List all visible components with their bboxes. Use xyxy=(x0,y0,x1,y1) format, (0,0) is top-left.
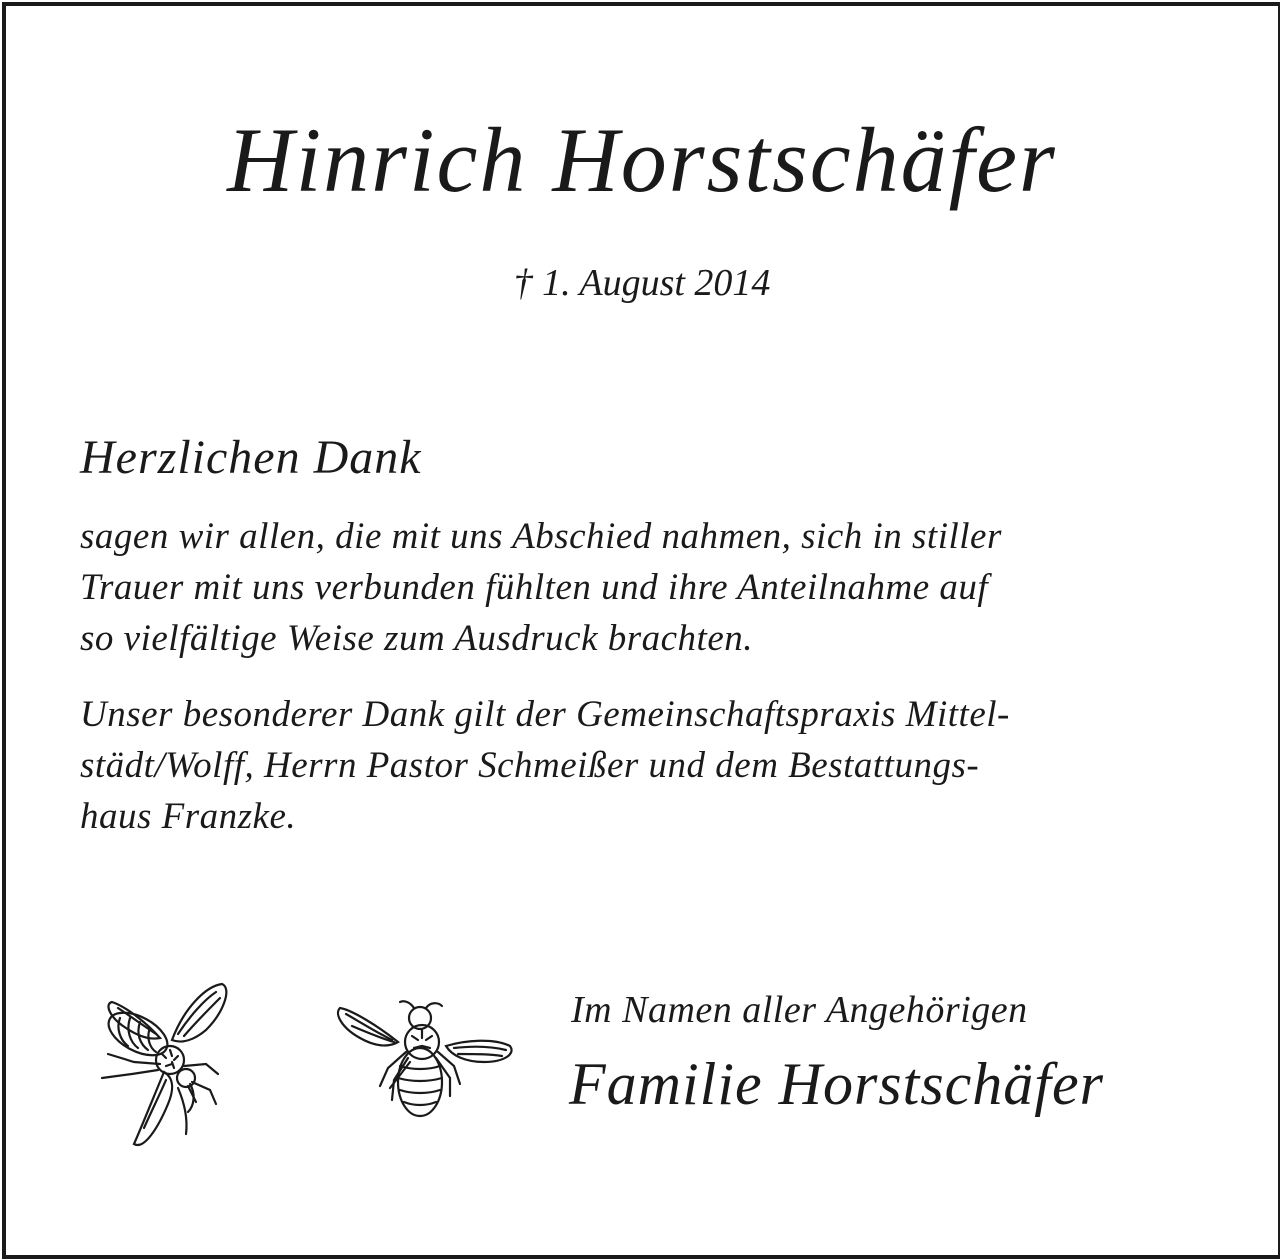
paragraph-line: sagen wir allen, die mit uns Abschied nahmen, sich in stiller xyxy=(80,516,1002,557)
paragraph-line: Unser besonderer Dank gilt der Gemeinschaftspraxis Mittel- xyxy=(80,694,1010,735)
bee-icon xyxy=(334,996,519,1126)
family-signature: Familie Horstschäfer xyxy=(569,1051,1104,1117)
memorial-notice xyxy=(2,2,1280,1259)
bee-icon xyxy=(94,978,234,1153)
signoff-line: Im Namen aller Angehörigen xyxy=(571,989,1028,1031)
paragraph-line: so vielfältige Weise zum Ausdruck brachten. xyxy=(80,618,754,659)
death-date: † 1. August 2014 xyxy=(513,262,771,304)
thanks-heading: Herzlichen Dank xyxy=(80,431,422,484)
paragraph-line: städt/Wolff, Herrn Pastor Schmeißer und dem Bestattungs- xyxy=(80,745,980,786)
paragraph-line: Trauer mit uns verbunden fühlten und ihre Anteilnahme auf xyxy=(80,567,989,608)
thanks-paragraph xyxy=(80,511,1200,664)
special-thanks-paragraph xyxy=(80,689,1200,842)
deceased-name: Hinrich Horstschäfer xyxy=(227,109,1057,211)
paragraph-line: haus Franzke. xyxy=(80,796,297,837)
